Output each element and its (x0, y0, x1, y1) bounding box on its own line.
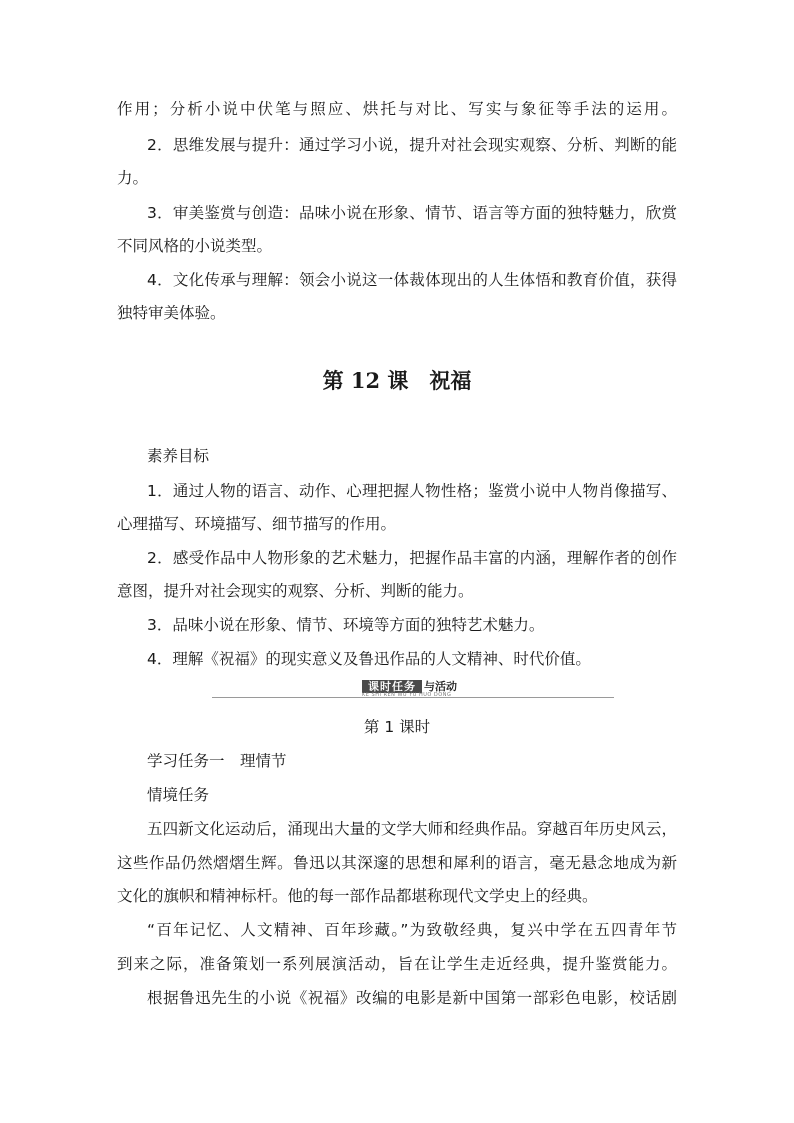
text-line: 作用；分析小说中伏笔与照应、烘托与对比、写实与象征等手法的运用。 (117, 100, 677, 118)
paragraph-line: 文化的旗帜和精神标杆。他的每一部作品都堪称现代文学史上的经典。 (117, 887, 598, 905)
section-banner (212, 679, 614, 701)
task-heading: 学习任务一 理情节 (147, 752, 287, 770)
paragraph-line: “百年记忆、人文精神、百年珍藏。”为致敬经典，复兴中学在五四青年节 (147, 921, 677, 939)
banner-pinyin: KE SHI REN WU YU HUO DONG (362, 692, 452, 698)
lesson-title: 第 12 课 祝福 (322, 368, 472, 393)
goal-item: 心理描写、环境描写、细节描写的作用。 (117, 515, 397, 533)
banner-label: 与活动 (424, 680, 457, 693)
goal-item: 4．理解《祝福》的现实意义及鲁迅作品的人文精神、时代价值。 (147, 650, 591, 668)
text-line: 2．思维发展与提升：通过学习小说，提升对社会现实观察、分析、判断的能 (147, 136, 677, 154)
goals-heading: 素养目标 (147, 447, 210, 465)
text-line: 力。 (117, 169, 149, 187)
text-line: 独特审美体验。 (117, 304, 226, 322)
context-heading: 情境任务 (147, 786, 210, 804)
goal-item: 意图，提升对社会现实的观察、分析、判断的能力。 (117, 582, 474, 600)
paragraph-line: 根据鲁迅先生的小说《祝福》改编的电影是新中国第一部彩色电影，校话剧 (147, 989, 677, 1007)
paragraph-line: 到来之际，准备策划一系列展演活动，旨在让学生走近经典，提升鉴赏能力。 (117, 955, 677, 973)
paragraph-line: 这些作品仍然熠熠生辉。鲁迅以其深邃的思想和犀利的语言，毫无悬念地成为新 (117, 854, 677, 872)
banner-boxed-label: 课时任务 (362, 680, 422, 693)
paragraph-line: 五四新文化运动后，涌现出大量的文学大师和经典作品。穿越百年历史风云， (147, 820, 677, 838)
goal-item: 1．通过人物的语言、动作、心理把握人物性格；鉴赏小说中人物肖像描写、 (147, 482, 677, 500)
session-label: 第 1 课时 (363, 718, 431, 736)
goal-item: 3．品味小说在形象、情节、环境等方面的独特艺术魅力。 (147, 616, 545, 634)
text-line: 4．文化传承与理解：领会小说这一体裁体现出的人生体悟和教育价值，获得 (147, 271, 677, 289)
goal-item: 2．感受作品中人物形象的艺术魅力，把握作品丰富的内涵，理解作者的创作 (147, 549, 677, 567)
text-line: 3．审美鉴赏与创造：品味小说在形象、情节、语言等方面的独特魅力，欣赏 (147, 204, 677, 222)
text-line: 不同风格的小说类型。 (117, 237, 273, 255)
